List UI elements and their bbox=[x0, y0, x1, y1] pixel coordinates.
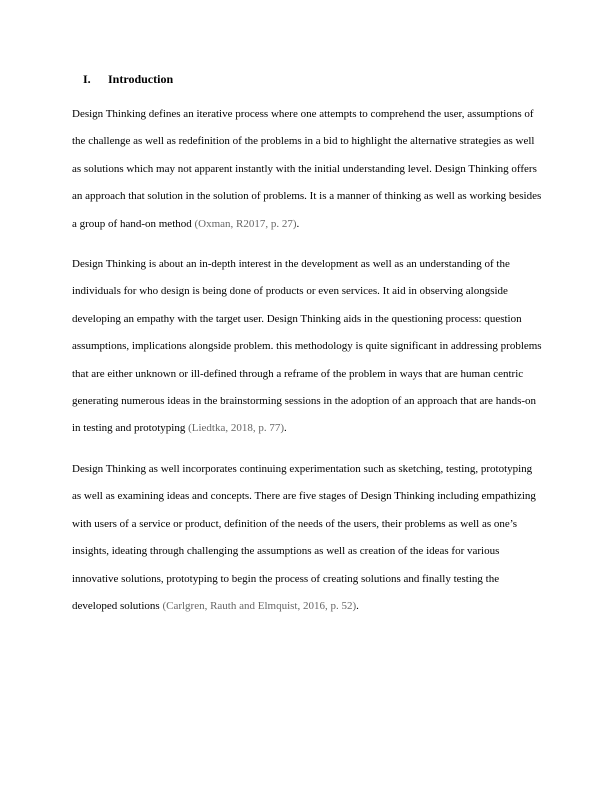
paragraph-text: Design Thinking as well incorporates continuing experimentation such as sketching, testing, prototyping as well as examining ideas and concepts. There are five stages of Design Thinking including empathizing with users of a service or product, definition of the needs of the users, their problems as well as one’s insights, ideating through challenging the assumptions as well as creation of the ideas for various innovative solutions, prototyping to begin the process of creating solutions and finally testing the developed solutions bbox=[72, 462, 536, 612]
paragraph-text: Design Thinking defines an iterative process where one attempts to comprehend the user, assumptions of the challenge as well as redefinition of the problems in a bid to highlight the alternative strategies as well as solutions which may not apparent instantly with the initial understanding level. Design Thinking offers an approach that solution in the solution of problems. It is a manner of thinking as well as working besides a group of hand-on method bbox=[72, 108, 542, 230]
paragraph-3 bbox=[72, 456, 542, 620]
paragraph-end: . bbox=[296, 217, 300, 230]
citation: (Liedtka, 2018, p. 77) bbox=[188, 422, 285, 435]
section-heading bbox=[72, 70, 542, 88]
section-number: I. bbox=[83, 72, 91, 86]
citation: (Carlgren, Rauth and Elmquist, 2016, p. 52) bbox=[162, 599, 357, 612]
paragraph-end: . bbox=[284, 422, 287, 435]
document-page bbox=[72, 70, 542, 633]
paragraph-end: . bbox=[356, 599, 359, 612]
citation: (Oxman, R2017, p. 27) bbox=[194, 217, 297, 230]
paragraph-2 bbox=[72, 251, 542, 443]
paragraph-text: Design Thinking is about an in-depth interest in the development as well as an understanding of the individuals for who design is being done of products or even services. It aid in observing alongside developing an empathy with the target user. Design Thinking aids in the questioning process: question assumptions, implications alongside problem. this methodology is quite significant in addressing problems that are either unknown or ill-defined through a reframe of the problem in ways that are human centric generating numerous ideas in the brainstorming sessions in the adoption of an approach that are hands-on in testing and prototyping bbox=[72, 258, 542, 435]
section-title: Introduction bbox=[108, 72, 174, 86]
paragraph-1 bbox=[72, 101, 542, 238]
